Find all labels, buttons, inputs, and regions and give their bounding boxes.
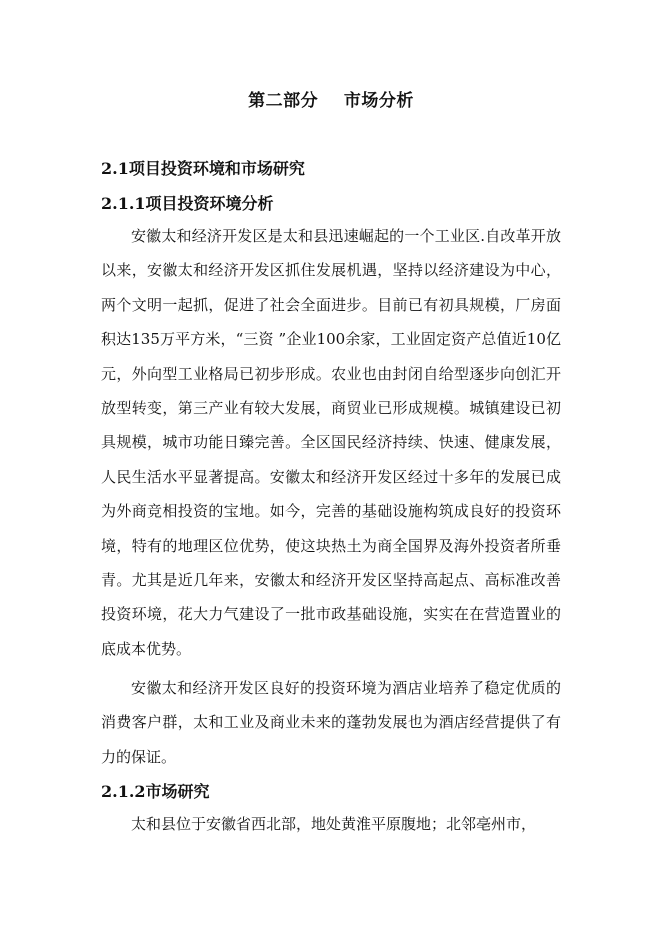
paragraph-investment-environment: 安徽太和经济开发区是太和县迅速崛起的一个工业区.自改革开放以来，安徽太和经济开发区抓住发展机遇，坚持以经济建设为中心，两个文明一起抓，促进了社会全面进步。目前已有初具规模，厂房面积达135万平方米，“三资 ”企业100余家，工业固定资产总值近10亿元，外向型工业格局已初步形成。农业也由封闭自给型逐步向创汇开放型转变，第三产业有较大发展，商贸业已形成规模。城镇建设已初具规模，城市功能日臻完善。全区国民经济持续、快速、健康发展，人民生活水平显著提高。安徽太和经济开发区经过十多年的发展已成为外商竞相投资的宝地。如今，完善的基础设施构筑成良好的投资环境，特有的地理区位优势，使这块热土为商全国界及海外投资者所垂青。尤其是近几年来，安徽太和经济开发区坚持高起点、高标准改善投资环境，花大力气建设了一批市政基础设施，实实在在营造置业的底成本优势。 bbox=[101, 227, 561, 658]
paragraph-market-research: 太和县位于安徽省西北部，地处黄淮平原腹地；北邻亳州市， bbox=[131, 815, 537, 833]
section-heading-2-1-2: 2.1.2市场研究 bbox=[101, 782, 210, 801]
paragraph-hotel-customers: 安徽太和经济开发区良好的投资环境为酒店业培养了稳定优质的消费客户群，太和工业及商业未来的蓬勃发展也为酒店经营提供了有力的保证。 bbox=[101, 679, 561, 766]
section-heading-2-1-1: 2.1.1项目投资环境分析 bbox=[101, 194, 274, 213]
part-title: 第二部分 市场分析 bbox=[248, 91, 414, 111]
section-heading-2-1: 2.1项目投资环境和市场研究 bbox=[101, 159, 305, 178]
